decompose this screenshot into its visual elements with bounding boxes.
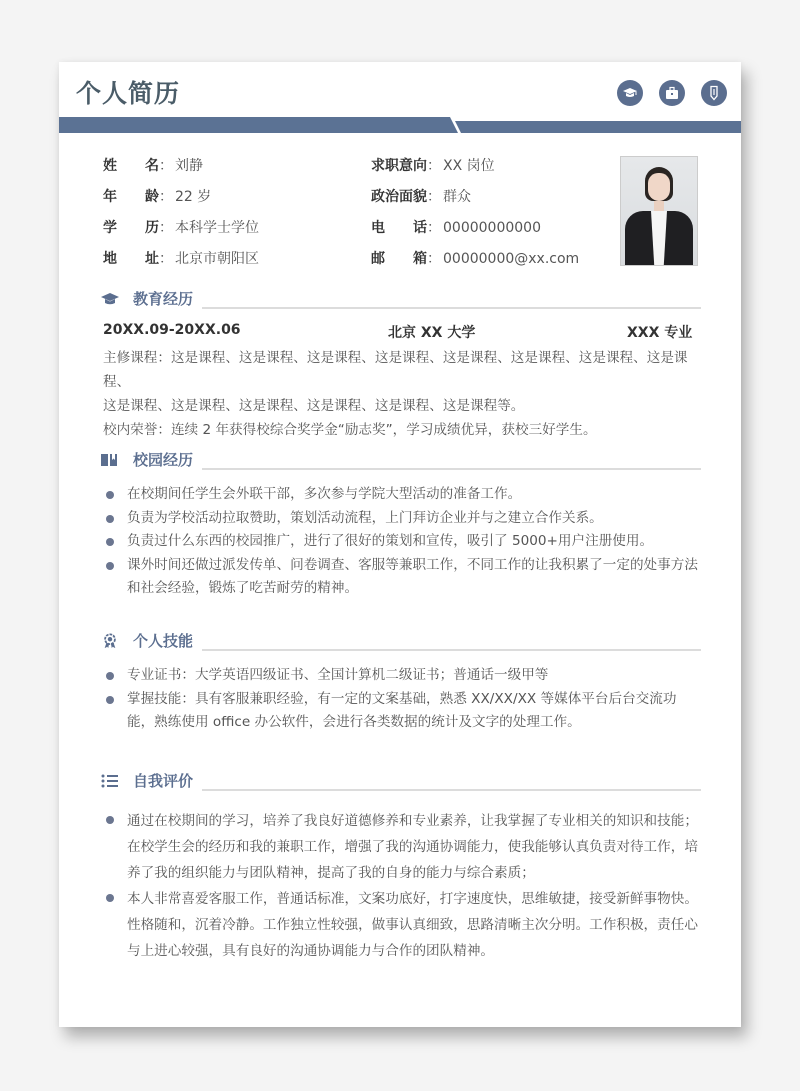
label-char: 地 [103, 251, 117, 267]
phone-value: 00000000000 [443, 220, 541, 236]
info-political [371, 187, 471, 207]
section-divider [202, 307, 701, 309]
list-item: 专业证书：大学英语四级证书、全国计算机二级证书；普通话一级甲等 [101, 664, 701, 688]
section-title: 校园经历 [133, 451, 194, 469]
section-skills [101, 630, 701, 735]
section-divider [202, 789, 701, 791]
age-value: 22 岁 [175, 189, 212, 205]
list-item: 掌握技能：具有客服兼职经验，有一定的文案基础，熟悉 XX/XX/XX 等媒体平台后台交流功能，熟练使用 office 办公软件，会进行各类数据的统计及文字的处理工作。 [101, 688, 701, 735]
education-row [101, 322, 701, 342]
section-header [101, 630, 701, 652]
label-char: 话 [413, 220, 427, 236]
skills-list [101, 664, 701, 735]
job-intent-label: 求职意向 [371, 158, 427, 174]
list-item: 负责过什么东西的校园推广，进行了很好的策划和宣传，吸引了 5000+用户注册使用。 [101, 530, 701, 554]
degree-value: 本科学士学位 [175, 220, 259, 236]
info-age [103, 187, 211, 207]
section-divider [202, 468, 701, 470]
label-char: 姓 [103, 158, 117, 174]
courses-line: 主修课程：这是课程、这是课程、这是课程、这是课程、这是课程、这是课程、这是课程、这是课程、 [103, 350, 688, 390]
colon: ： [159, 189, 173, 205]
section-header [101, 288, 701, 310]
label-char: 历 [145, 220, 159, 236]
political-value: 群众 [443, 189, 471, 205]
self-eval-list [101, 808, 701, 964]
courses-line: 这是课程、这是课程、这是课程、这是课程、这是课程、这是课程等。 [103, 398, 525, 414]
colon: ： [427, 158, 441, 174]
campus-list [101, 483, 701, 601]
list-item: 通过在校期间的学习，培养了我良好道德修养和专业素养，让我掌握了专业相关的知识和技能；在校学生会的经历和我的兼职工作，增强了我的沟通协调能力，使我能够认真负责对待工作，培养了我的组织能力与团队精神，提高了我的自身的能力与综合素质； [101, 808, 701, 886]
info-name [103, 156, 203, 176]
header-icons [617, 80, 727, 106]
label-char: 箱 [413, 251, 427, 267]
profile-photo [620, 156, 698, 266]
section-title: 自我评价 [133, 772, 194, 790]
email-value: 00000000@xx.com [443, 251, 580, 267]
section-title: 教育经历 [133, 290, 194, 308]
political-label: 政治面貌 [371, 189, 427, 205]
list-item: 课外时间还做过派发传单、问卷调查、客服等兼职工作，不同工作的让我积累了一定的处事方法和社会经验，锻炼了吃苦耐劳的精神。 [101, 554, 701, 601]
info-phone [371, 218, 541, 238]
colon: ： [159, 158, 173, 174]
label-char: 学 [103, 220, 117, 236]
colon: ： [159, 220, 173, 236]
education-period: 20XX.09-20XX.06 [103, 322, 241, 338]
section-campus [101, 449, 701, 601]
pencil-icon [701, 80, 727, 106]
section-self-evaluation [101, 770, 701, 964]
list-item: 在校期间任学生会外联干部，多次参与学院大型活动的准备工作。 [101, 483, 701, 507]
honors-line: 校内荣誉：连续 2 年获得校综合奖学金“励志奖”，学习成绩优异，获校三好学生。 [103, 422, 597, 438]
job-intent-value: XX 岗位 [443, 158, 495, 174]
section-education [101, 288, 701, 442]
label-char: 龄 [145, 189, 159, 205]
award-medal-icon [101, 633, 119, 649]
colon: ： [159, 251, 173, 267]
list-icon [101, 773, 119, 789]
section-title: 个人技能 [133, 632, 194, 650]
address-value: 北京市朝阳区 [175, 251, 259, 267]
label-char: 名 [145, 158, 159, 174]
label-char: 邮 [371, 251, 385, 267]
colon: ： [427, 220, 441, 236]
list-item: 负责为学校活动拉取赞助，策划活动流程，上门拜访企业并与之建立合作关系。 [101, 507, 701, 531]
header-bar-left [59, 117, 458, 133]
education-school: 北京 XX 大学 [388, 325, 476, 341]
resume-title: 个人简历 [76, 79, 181, 108]
label-char: 年 [103, 189, 117, 205]
info-job-intent [371, 156, 495, 176]
book-icon [101, 452, 119, 468]
colon: ： [427, 251, 441, 267]
label-char: 电 [371, 220, 385, 236]
info-address [103, 249, 259, 269]
name-value: 刘静 [175, 158, 203, 174]
label-char: 址 [145, 251, 159, 267]
info-email [371, 249, 579, 269]
header-bar-right [455, 121, 741, 133]
section-divider [202, 649, 701, 651]
briefcase-icon [659, 80, 685, 106]
education-details [103, 346, 701, 442]
info-degree [103, 218, 259, 238]
colon: ： [427, 189, 441, 205]
list-item: 本人非常喜爱客服工作，普通话标准，文案功底好，打字速度快，思维敏捷，接受新鲜事物快。性格随和，沉着冷静。工作独立性较强，做事认真细致，思路清晰主次分明。工作积极，责任心与上进心较强，具有良好的沟通协调能力与合作的团队精神。 [101, 886, 701, 964]
resume-page [59, 62, 741, 1027]
graduation-cap-icon [101, 291, 119, 307]
education-major: XXX 专业 [627, 325, 693, 341]
graduation-cap-icon [617, 80, 643, 106]
section-header [101, 449, 701, 471]
section-header [101, 770, 701, 792]
